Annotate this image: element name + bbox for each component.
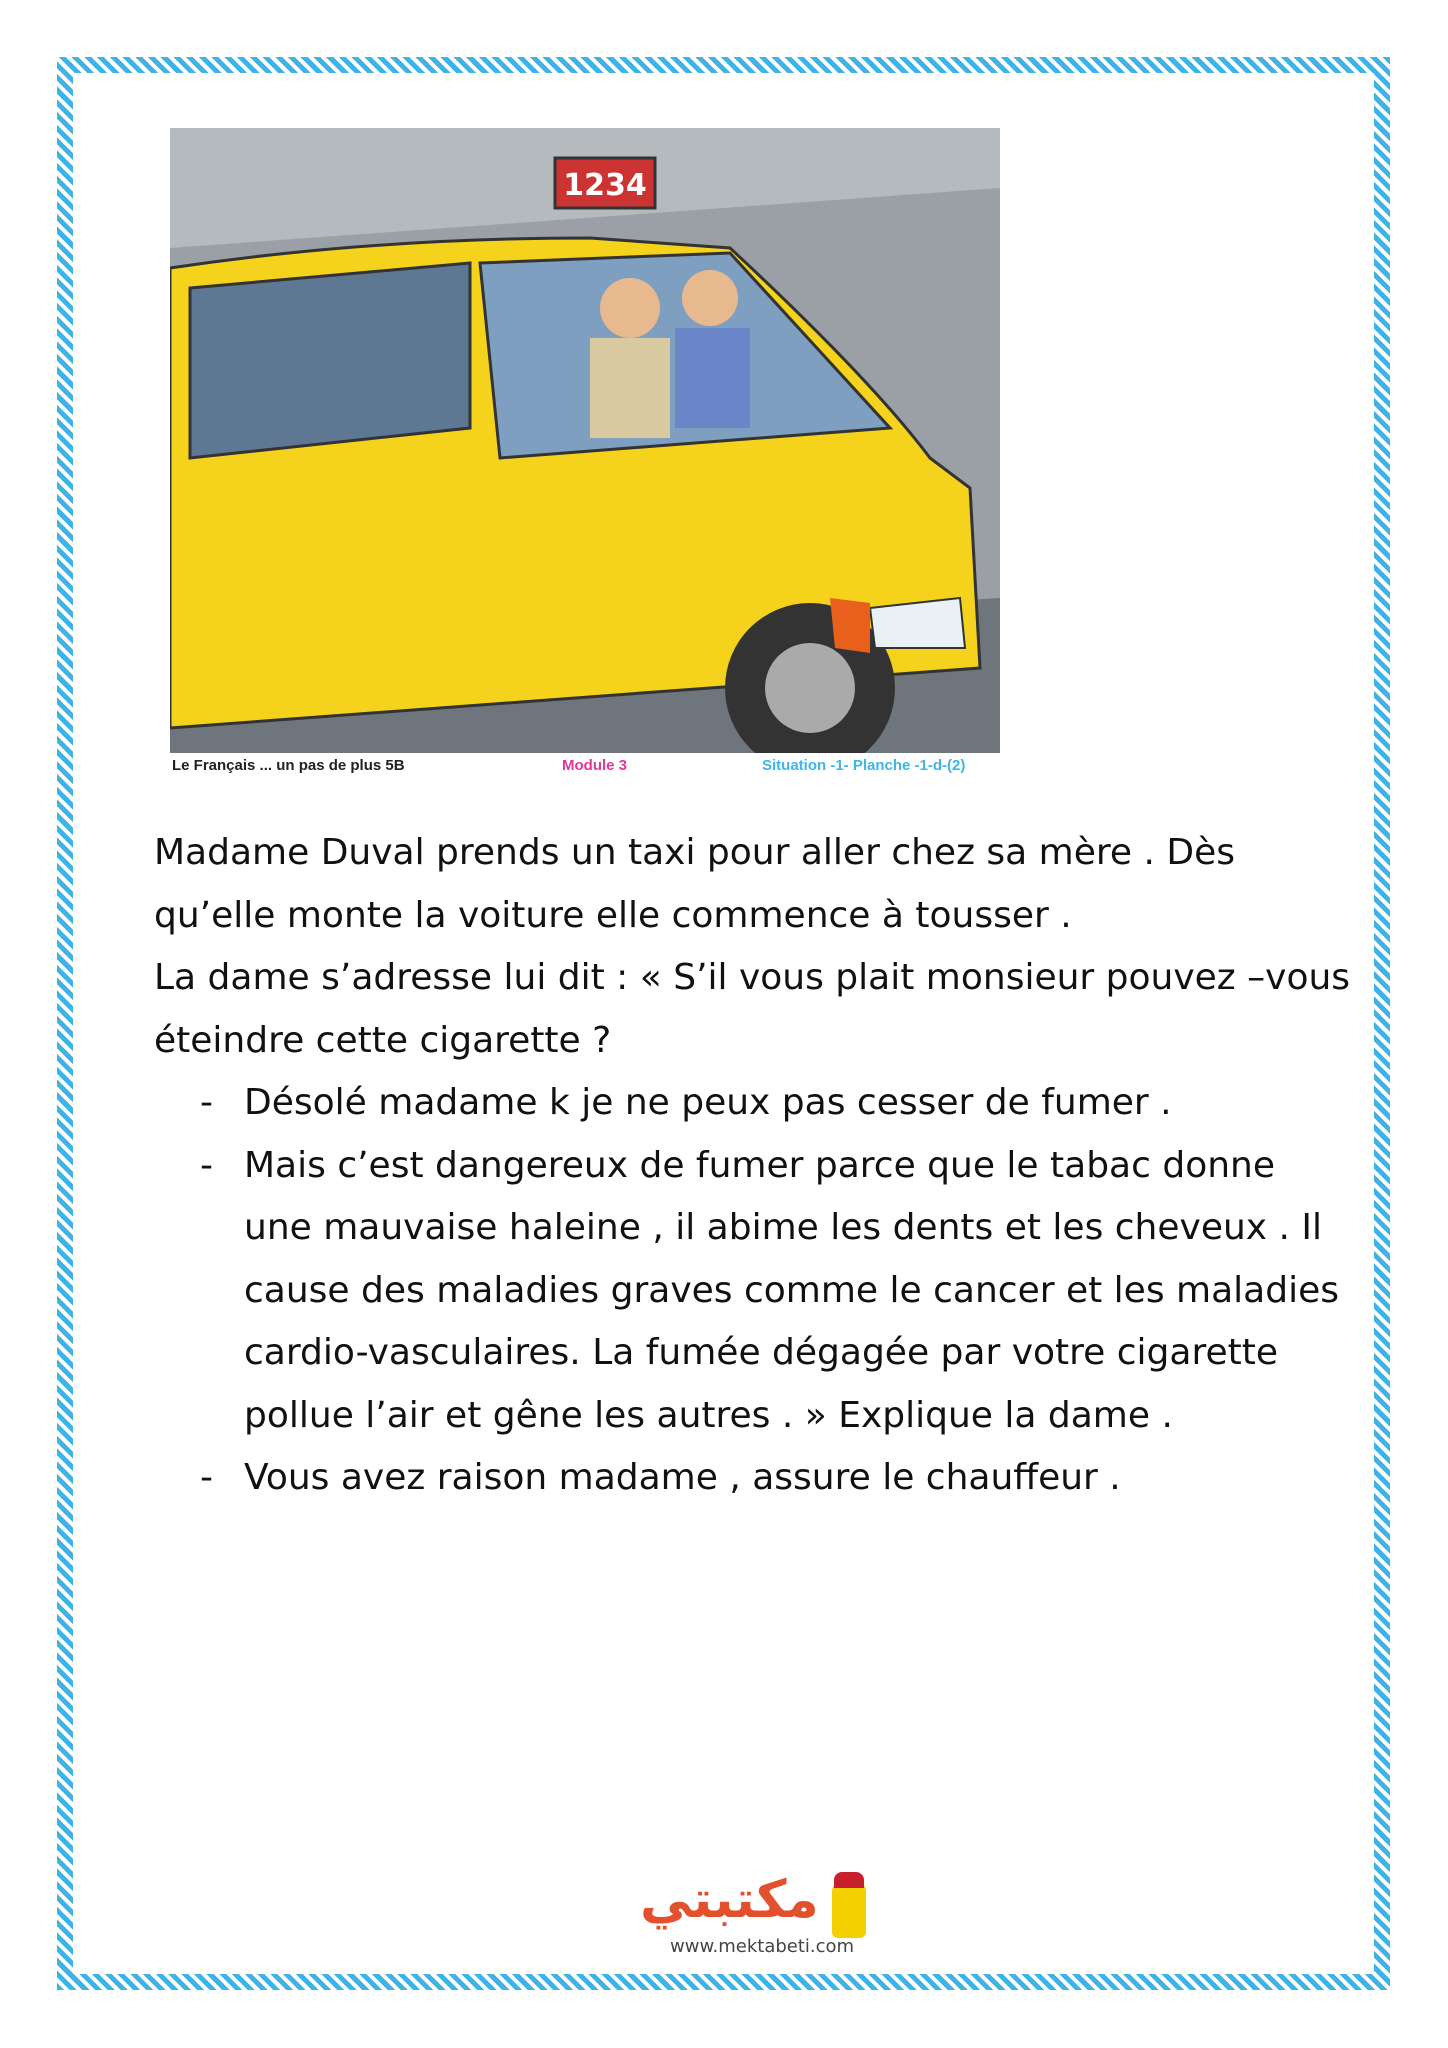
taxi-sign: 1234: [563, 168, 647, 203]
caption-book: Le Français ... un pas de plus 5B: [172, 757, 405, 774]
dash: -: [200, 1457, 213, 1498]
caption-module: Module 3: [562, 757, 628, 774]
logo-arabic: مكتبتي: [640, 1870, 819, 1930]
dash: -: [200, 1082, 213, 1123]
dialogue-text: Mais c’est dangereux de fumer parce que le tabac donne une mauvaise haleine , il abime les dents et les cheveux . Il cause des maladies graves comme le cancer et les maladies cardio-vasculaires. La fumée dégagée par votre cigarette pollue l’air et gêne les autres . » Explique la dame .: [244, 1144, 1339, 1436]
dialogue-line: [154, 1135, 1354, 1448]
caption-situation: Situation -1- Planche -1-d-(2): [762, 757, 966, 774]
dialogue-text: Désolé madame k je ne peux pas cesser de fumer .: [244, 1082, 1172, 1123]
mektabeti-logo: [610, 1870, 890, 1960]
dialogue-line: [154, 1447, 1354, 1510]
paragraph-2: La dame s’adresse lui dit : « S’il vous plait monsieur pouvez –vous éteindre cette cigarette ?: [154, 957, 1351, 1061]
paragraph-1: Madame Duval prends un taxi pour aller chez sa mère . Dès qu’elle monte la voiture elle commence à tousser .: [154, 832, 1236, 936]
dialogue-text: Vous avez raison madame , assure le chauffeur .: [244, 1457, 1121, 1498]
reading-boy-icon: [832, 1878, 866, 1938]
taxi-illustration: [170, 128, 1000, 753]
logo-url: www.mektabeti.com: [670, 1936, 855, 1957]
story-text: [154, 822, 1354, 1510]
dash: -: [200, 1144, 213, 1186]
dialogue-line: [154, 1072, 1354, 1135]
